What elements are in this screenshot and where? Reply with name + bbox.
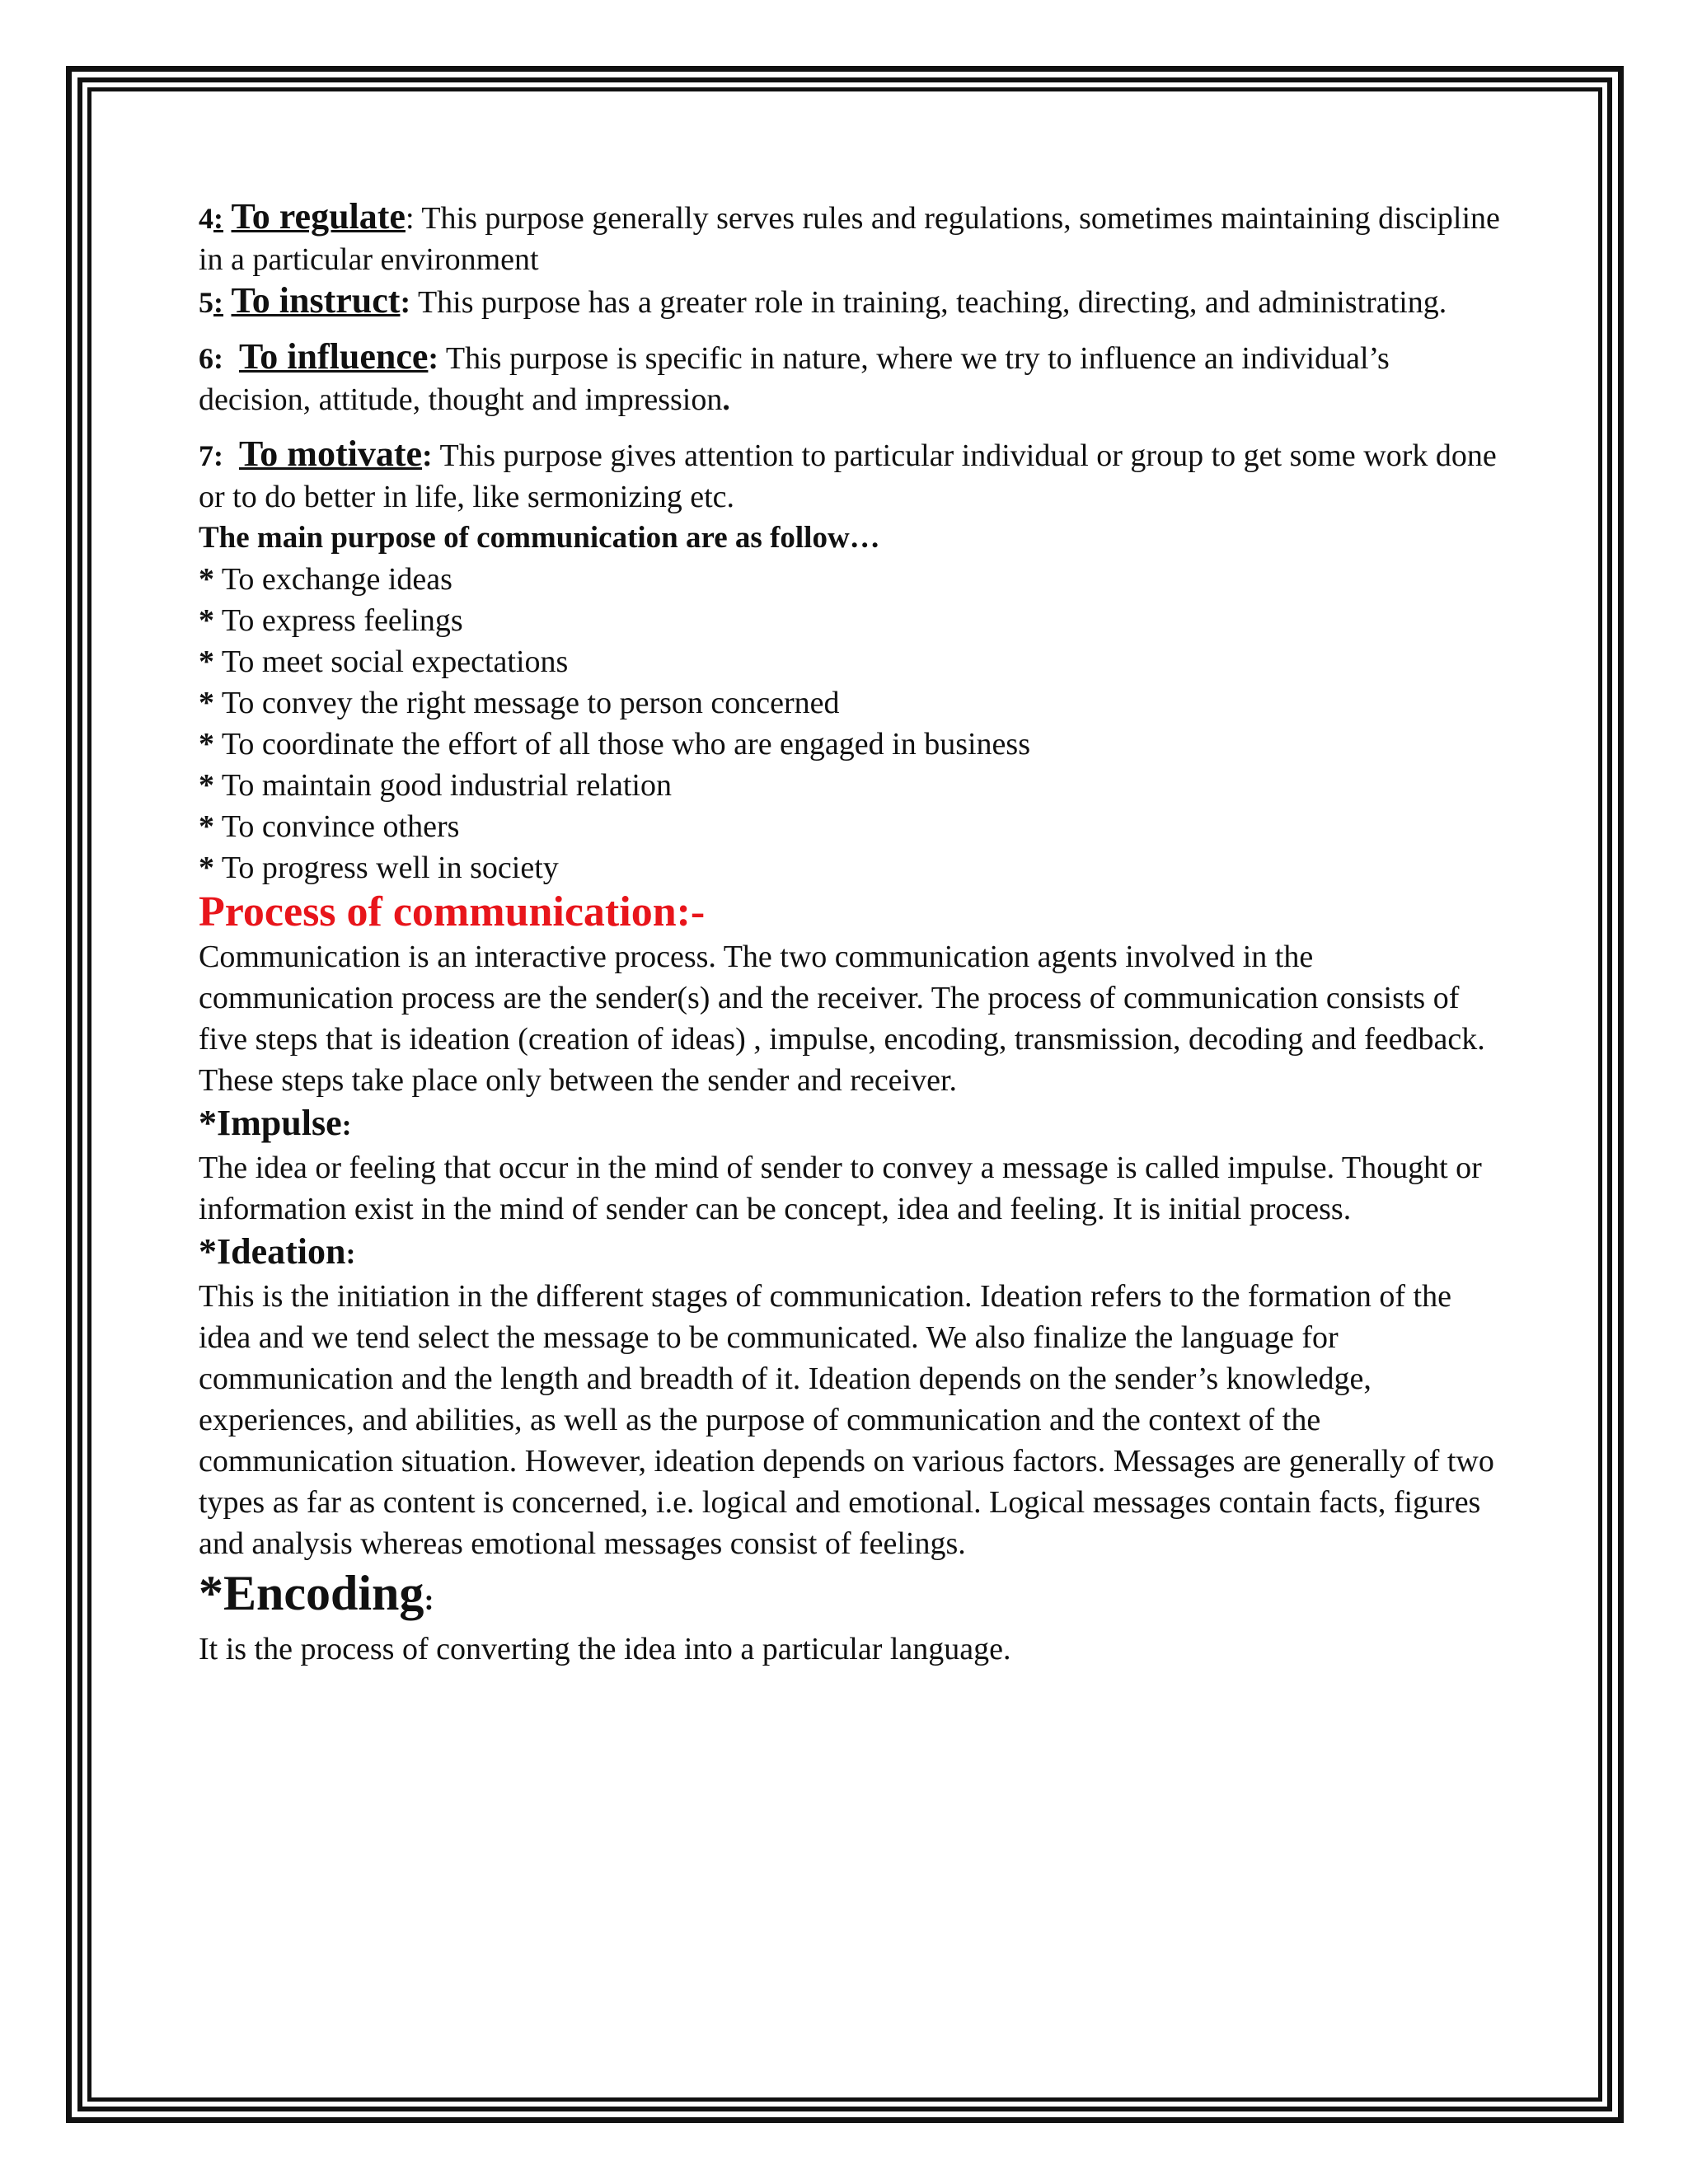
list-item-text: To meet social expectations <box>221 644 569 679</box>
impulse-title: *Impulse <box>199 1103 342 1143</box>
list-item-text: To express feelings <box>221 603 463 638</box>
purpose-item <box>199 434 1501 518</box>
purpose-colon: : <box>422 438 433 473</box>
purpose-title: To influence <box>239 336 429 377</box>
purpose-title: To regulate <box>231 196 406 237</box>
bullet-star: * <box>199 809 214 844</box>
encoding-heading <box>199 1564 1501 1629</box>
ideation-heading <box>199 1230 1501 1276</box>
bullet-star: * <box>199 603 214 638</box>
list-item-text: To convey the right message to person concerned <box>221 686 840 720</box>
purpose-colon: : <box>428 341 439 376</box>
list-item <box>199 806 1501 847</box>
list-item <box>199 600 1501 641</box>
process-title: Process of communication:- <box>199 888 706 935</box>
purpose-number: 7: <box>199 439 223 472</box>
purpose-bullet-list <box>199 559 1501 888</box>
list-item <box>199 641 1501 682</box>
list-item-text: To coordinate the effort of all those who are engaged in business <box>221 727 1030 762</box>
purpose-number: 6: <box>199 342 223 375</box>
impulse-colon: : <box>341 1108 352 1141</box>
purpose-item <box>199 196 1501 280</box>
purpose-text: This purpose has a greater role in training, teaching, directing, and administrating. <box>410 285 1447 320</box>
list-item <box>199 765 1501 806</box>
process-text: Communication is an interactive process. The two communication agents involved in the communication process are the sender(s) and the receiver. The process of communication consists of five steps that is ideation (creation of ideas) , impulse, encoding, transmission, decoding and feedback. These steps take place only between the sender and receiver. <box>199 940 1485 1098</box>
impulse-text: The idea or feeling that occur in the mind of sender to convey a message is called impulse. Thought or information exist in the mind of sender can be concept, idea and feeling. It is initial process. <box>199 1151 1482 1226</box>
purpose-tail: . <box>722 382 730 417</box>
purpose-number: 4 <box>199 202 213 235</box>
purpose-text: This purpose generally serves rules and regulations, sometimes maintaining discipline in a particular environment <box>199 201 1500 277</box>
bullet-star: * <box>199 768 214 803</box>
bullet-star: * <box>199 686 214 720</box>
purpose-separator: : <box>213 286 223 319</box>
bullet-star: * <box>199 644 214 679</box>
bullet-star: * <box>199 727 214 762</box>
bullet-star: * <box>199 562 214 597</box>
list-item-text: To maintain good industrial relation <box>221 768 672 803</box>
purpose-item <box>199 280 1501 323</box>
list-item <box>199 724 1501 765</box>
page-content <box>199 196 1501 1670</box>
purpose-item <box>199 336 1501 420</box>
bullet-star: * <box>199 851 214 885</box>
list-item <box>199 847 1501 888</box>
purpose-title: To motivate <box>239 434 423 474</box>
list-item <box>199 559 1501 600</box>
list-item <box>199 682 1501 724</box>
impulse-heading <box>199 1101 1501 1147</box>
purpose-number: 5 <box>199 286 213 319</box>
main-purpose-heading: The main purpose of communication are as follow… <box>199 521 880 555</box>
ideation-title: *Ideation <box>199 1231 346 1272</box>
purpose-separator: : <box>213 202 223 235</box>
ideation-text: This is the initiation in the different stages of communication. Ideation refers to the formation of the idea and we tend select the message to be communicated. We also finalize the language for communication and the length and breadth of it. Ideation depends on the sender’s knowledge, experiences, and abilities, as well as the purpose of communication and the context of the communication situation. However, ideation depends on various factors. Messages are generally of two types as far as content is concerned, i.e. logical and emotional. Logical messages contain facts, figures and analysis whereas emotional messages consist of feelings. <box>199 1279 1494 1561</box>
list-item-text: To exchange ideas <box>221 562 452 597</box>
purpose-colon: : <box>400 285 411 320</box>
list-item-text: To convince others <box>221 809 460 844</box>
purpose-text: This purpose is specific in nature, where we try to influence an individual’s decision, attitude, thought and impression <box>199 341 1390 417</box>
purpose-title: To instruct <box>231 280 401 321</box>
purpose-colon: : <box>405 201 415 236</box>
encoding-text: It is the process of converting the idea into a particular language. <box>199 1632 1011 1666</box>
purpose-text: This purpose gives attention to particular individual or group to get some work done or to do better in life, like sermonizing etc. <box>199 438 1497 514</box>
encoding-title: *Encoding <box>199 1566 424 1620</box>
list-item-text: To progress well in society <box>221 851 559 885</box>
encoding-colon: : <box>424 1583 434 1616</box>
ideation-colon: : <box>345 1237 356 1270</box>
